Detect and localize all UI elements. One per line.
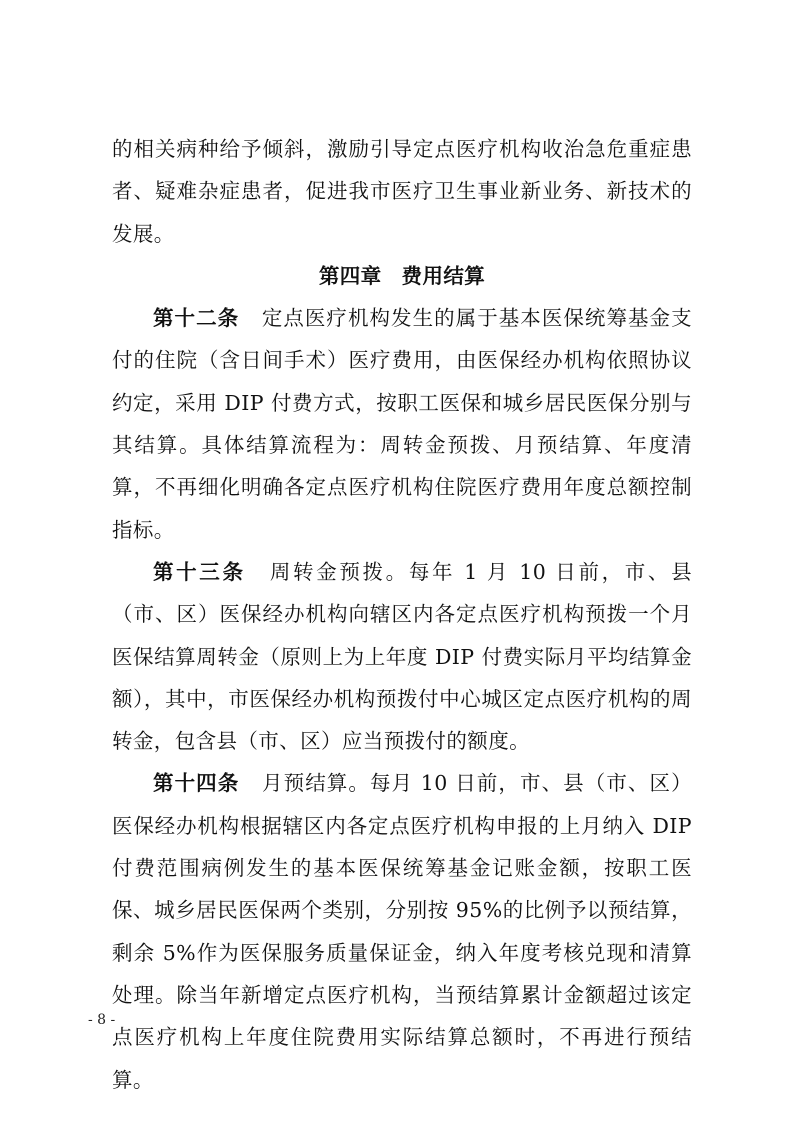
- article-label: 第十二条: [153, 306, 240, 331]
- intro-paragraph: 的相关病种给予倾斜，激励引导定点医疗机构收治急危重症患者、疑难杂症患者，促进我市医疗卫生事业新业务、新技术的发展。: [112, 137, 692, 246]
- chapter-heading: [112, 255, 692, 297]
- article-14: [112, 762, 692, 1100]
- page-number: - 8 -: [88, 1012, 116, 1028]
- article-label: 第十四条: [153, 771, 240, 796]
- article-text: 定点医疗机构发生的属于基本医保统筹基金支付的住院（含日间手术）医疗费用，由医保经办机构依照协议约定，采用 DIP 付费方式，按职工医保和城乡居民医保分别与其结算。具体结算流程为：周转金预拨、月预结算、年度清算，不再细化明确各定点医疗机构住院医疗费用年度总额控制指标。: [112, 306, 692, 542]
- article-13: [112, 551, 692, 762]
- article-label: 第十三条: [153, 559, 246, 584]
- body-text: [112, 128, 692, 1101]
- article-12: [112, 297, 692, 551]
- chapter-title: 费用结算: [401, 263, 486, 288]
- article-text: 周转金预拨。每年 1 月 10 日前，市、县（市、区）医保经办机构向辖区内各定点医疗机构预拨一个月医保结算周转金（原则上为上年度 DIP 付费实际月平均结算金额），其中，市医保经办机构预拨付中心城区定点医疗机构的周转金，包含县（市、区）应当预拨付的额度。: [112, 559, 692, 754]
- chapter-number: 第四章: [318, 263, 382, 288]
- article-text: 月预结算。每月 10 日前，市、县（市、区）医保经办机构根据辖区内各定点医疗机构申报的上月纳入 DIP 付费范围病例发生的基本医保统筹基金记账金额，按职工医保、城乡居民医保两个类别，分别按 95%的比例予以预结算，剩余 5%作为医保服务质量保证金，纳入年度考核兑现和清算处理。除当年新增定点医疗机构，当预结算累计金额超过该定点医疗机构上年度住院费用实际结算总额时，不再进行预结算。: [112, 771, 693, 1092]
